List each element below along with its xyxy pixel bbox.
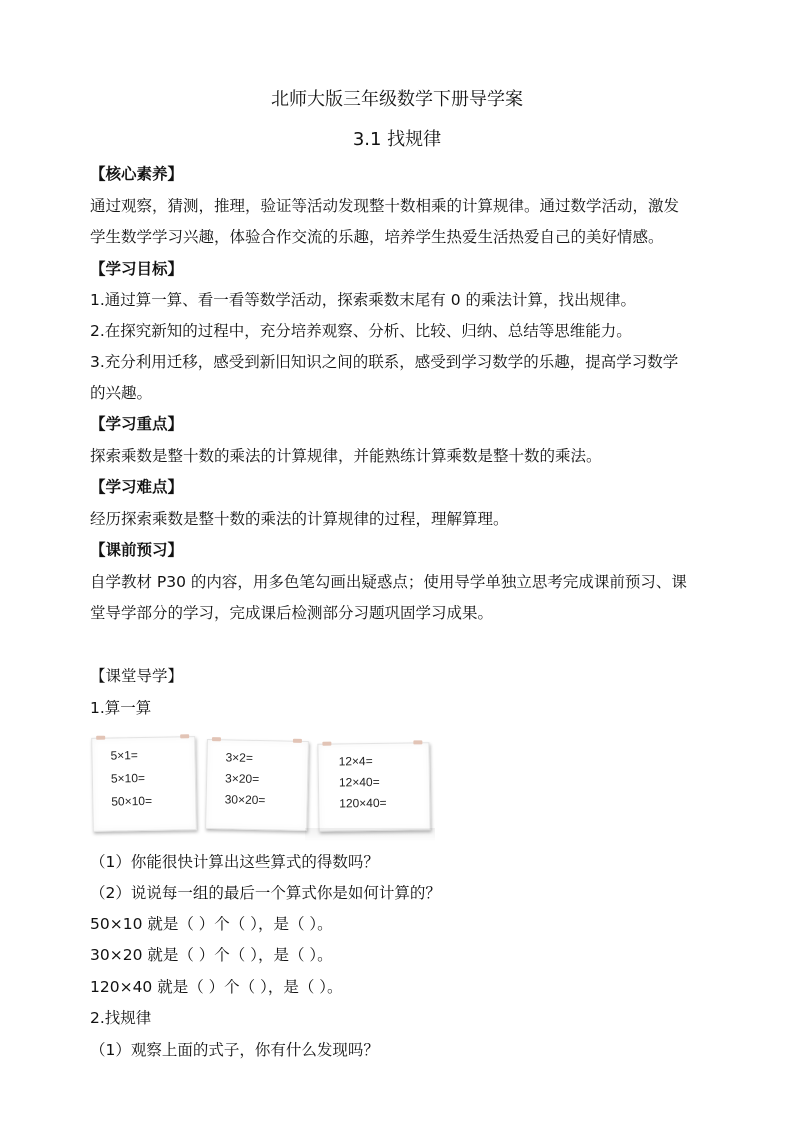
question-item: （1）你能很快计算出这些算式的得数吗？ — [90, 853, 379, 871]
fill-in-blank-line: 50×10 就是（ ）个（ ），是（ ）。 — [90, 915, 333, 933]
key-points-text: 探索乘数是整十数的乘法的计算规律，并能熟练计算乘数是整十数的乘法。 — [90, 447, 602, 465]
objective-item: 2.在探究新知的过程中，充分培养观察、分析、比较、归纳、总结等思维能力。 — [90, 322, 632, 340]
classroom-heading: 【课堂导学】 — [90, 667, 184, 685]
equation: 12×40= — [338, 774, 380, 790]
preview-text-line: 自学教材 P30 的内容，用多色笔勾画出疑惑点；使用导学单独立思考完成课前预习、课 — [90, 573, 687, 591]
tape-icon — [322, 742, 331, 746]
preview-text-line: 堂导学部分的学习，完成课后检测部分习题巩固学习成果。 — [90, 604, 494, 622]
step-find-pattern-label: 2.找规律 — [90, 1009, 152, 1027]
equation-card-3 — [317, 742, 430, 832]
step-calculate-label: 1.算一算 — [90, 699, 152, 717]
objective-item: 3.充分利用迁移，感受到新旧知识之间的联系，感受到学习数学的乐趣，提高学习数学 — [90, 353, 679, 371]
equation-card-1 — [91, 736, 197, 832]
key-points-heading: 【学习重点】 — [90, 415, 184, 433]
equation: 50×10= — [111, 793, 153, 809]
tape-icon — [180, 734, 189, 738]
equation: 5×10= — [110, 770, 146, 786]
find-pattern-question: （1）观察上面的式子，你有什么发现吗？ — [90, 1041, 379, 1059]
core-literacy-text-line: 学生数学学习兴趣，体验合作交流的乐趣，培养学生热爱生活热爱自己的美好情感。 — [90, 228, 664, 246]
equation: 12×4= — [338, 754, 373, 769]
core-literacy-heading: 【核心素养】 — [90, 165, 184, 183]
fill-in-blank-line: 30×20 就是（ ）个（ ），是（ ）。 — [90, 946, 333, 964]
equation-card-2 — [205, 739, 309, 831]
tape-icon — [293, 739, 302, 743]
objectives-heading: 【学习目标】 — [90, 260, 184, 278]
equation: 3×2= — [225, 750, 254, 765]
tape-icon — [96, 736, 105, 740]
difficulties-text: 经历探索乘数是整十数的乘法的计算规律的过程，理解算理。 — [90, 510, 509, 528]
equation: 3×20= — [224, 771, 260, 787]
difficulties-heading: 【学习难点】 — [90, 478, 184, 496]
core-literacy-text-line: 通过观察，猜测，推理，验证等活动发现整十数相乘的计算规律。通过数学活动，激发 — [90, 197, 680, 215]
question-item: （2）说说每一组的最后一个算式你是如何计算的？ — [90, 884, 441, 902]
objective-item: 1.通过算一算、看一看等数学活动，探索乘数末尾有 0 的乘法计算，找出规律。 — [90, 291, 637, 309]
card-reflection — [305, 828, 435, 842]
tape-icon — [212, 737, 221, 741]
objective-item-continued: 的兴趣。 — [90, 384, 153, 402]
preview-heading: 【课前预习】 — [90, 541, 184, 559]
lesson-subtitle: 3.1 找规律 — [352, 129, 442, 150]
equation: 30×20= — [224, 792, 266, 808]
fill-in-blank-line: 120×40 就是（ ）个（ ），是（ ）。 — [90, 978, 343, 996]
tape-icon — [413, 740, 422, 744]
equation: 120×40= — [339, 795, 387, 811]
document-title: 北师大版三年级数学下册导学案 — [271, 89, 523, 110]
equation: 5×1= — [110, 748, 138, 763]
